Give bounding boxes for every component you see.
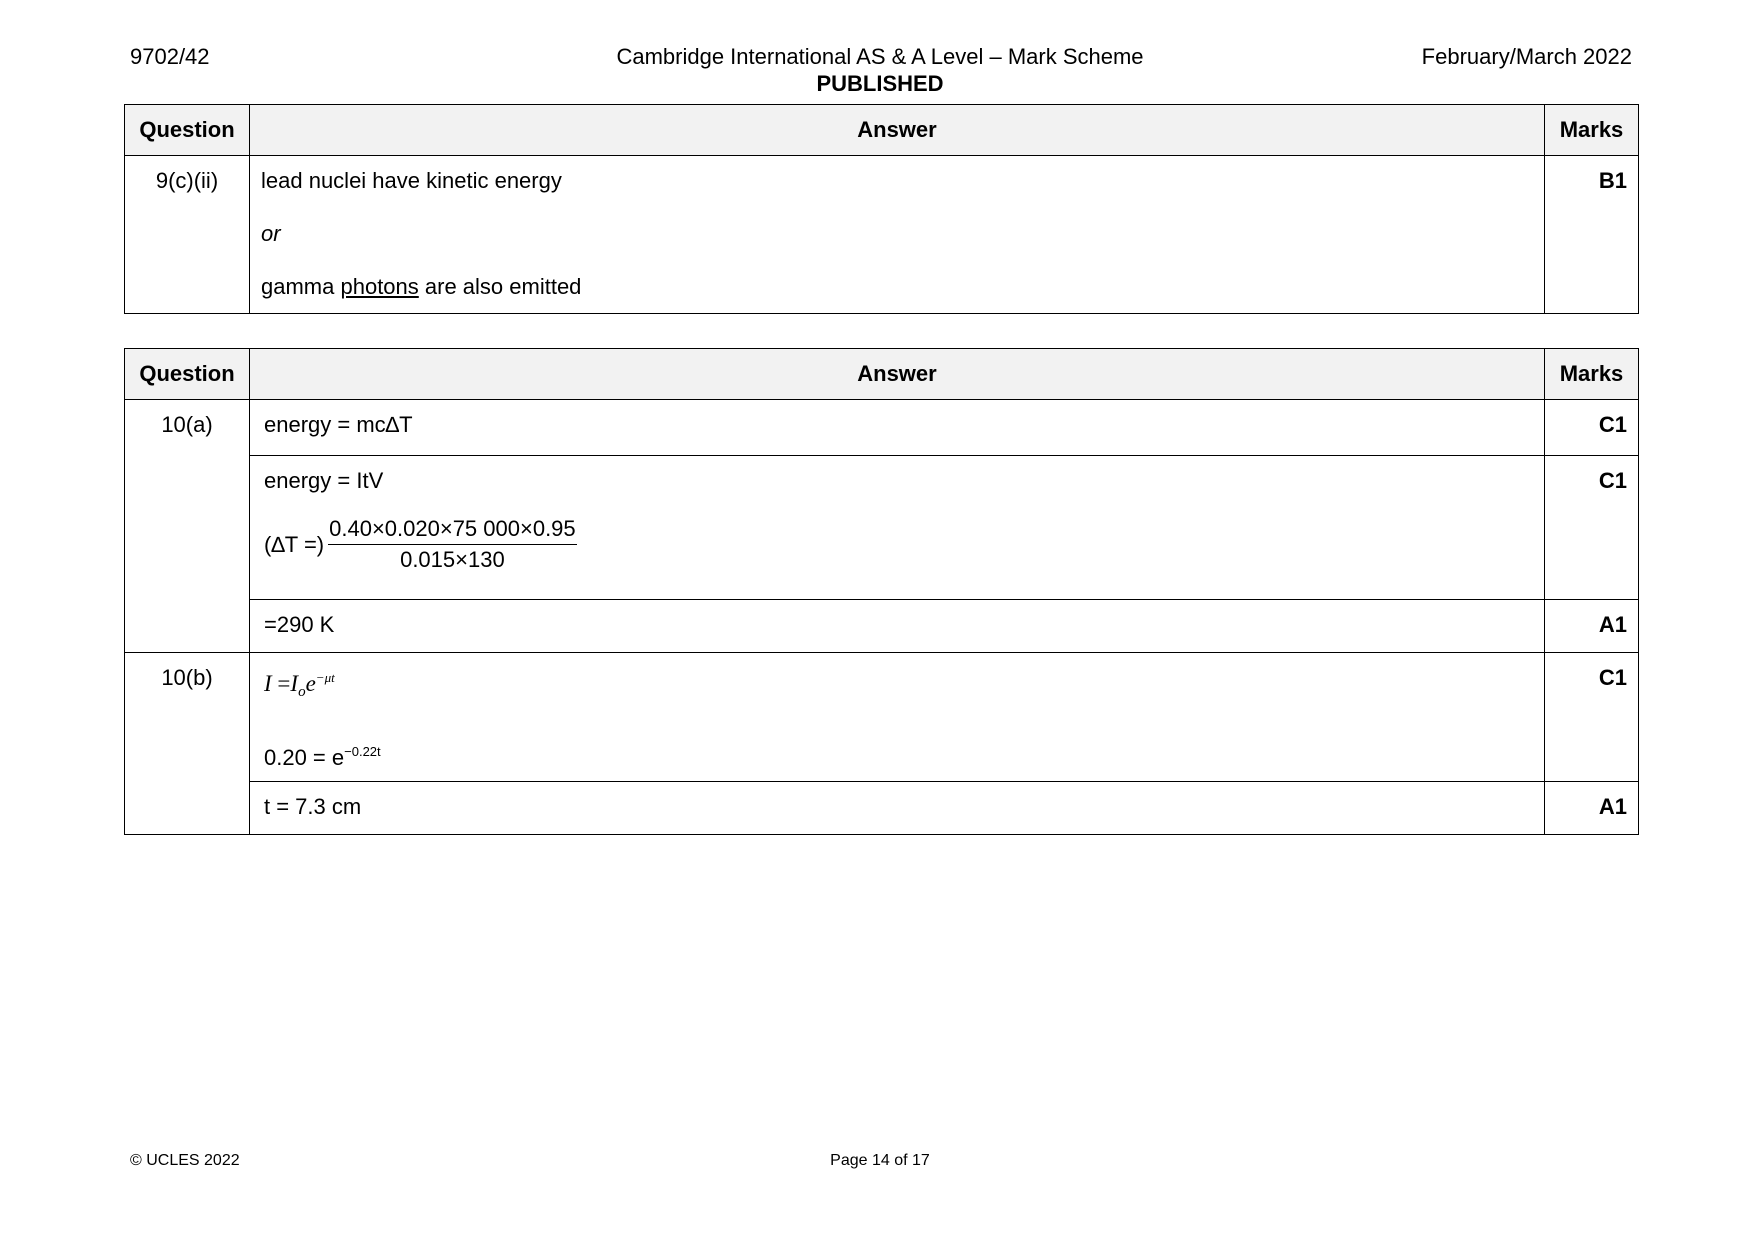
answer-line: lead nuclei have kinetic energy [261,168,562,193]
formula-exponent: −μt [315,670,335,685]
mark-value: A1 [1545,600,1639,653]
exponent: −0.22t [344,744,381,759]
mark-value: B1 [1545,156,1639,314]
mark-scheme-table-10 [124,348,1639,835]
header-answer: Answer [250,105,1545,156]
answer-text: gamma [261,274,341,299]
attenuation-formula [264,665,1532,705]
fraction-denominator: 0.015×130 [400,547,505,572]
answer-cell: energy = mc∆T [250,400,1545,456]
mark-value: C1 [1545,400,1639,456]
answer-line: energy = ItV [264,468,384,493]
answer-line [264,739,1532,771]
answer-line [261,274,1532,300]
mark-value: C1 [1545,456,1639,600]
table-header-row [125,105,1639,156]
answer-cell [250,156,1545,314]
header-answer: Answer [250,349,1545,400]
mark-value: A1 [1545,782,1639,835]
formula-symbol: I [264,671,272,696]
answer-text: 0.20 = e [264,745,345,770]
fraction-numerator: 0.40×0.020×75 000×0.95 [328,516,577,545]
formula-symbol: = [271,671,291,696]
question-number: 10(b) [125,653,250,835]
formula-symbol: e [305,671,316,696]
mark-value: C1 [1545,653,1639,782]
table-row [125,782,1639,835]
header-marks: Marks [1545,349,1639,400]
paper-code: 9702/42 [130,44,210,69]
formula-symbol: I [290,671,299,696]
header-marks: Marks [1545,105,1639,156]
document-title: Cambridge International AS & A Level – Mark Scheme [616,44,1144,69]
published-label: PUBLISHED [816,71,944,96]
question-number: 9(c)(ii) [125,156,250,314]
exam-session: February/March 2022 [1421,44,1632,69]
or-label: or [261,221,281,246]
answer-text: are also emitted [418,274,582,299]
table-row [125,600,1639,653]
page-number: Page 14 of 17 [830,1152,930,1169]
header-question: Question [125,349,250,400]
fraction-expression [264,516,1532,574]
table-row [125,400,1639,456]
answer-cell: =290 K [250,600,1545,653]
table-row [125,156,1639,314]
formula-subscript: o [298,684,306,700]
fraction-prefix: (∆T =) [264,532,325,557]
table-row [125,653,1639,782]
header-question: Question [125,105,250,156]
table-header-row [125,349,1639,400]
copyright-notice: © UCLES 2022 [130,1152,240,1169]
answer-cell [250,653,1545,782]
answer-cell: t = 7.3 cm [250,782,1545,835]
question-number: 10(a) [125,400,250,653]
underlined-term: photons [340,274,419,299]
mark-scheme-table-9 [124,104,1639,314]
table-row [125,456,1639,600]
answer-cell [250,456,1545,600]
fraction [328,516,577,574]
